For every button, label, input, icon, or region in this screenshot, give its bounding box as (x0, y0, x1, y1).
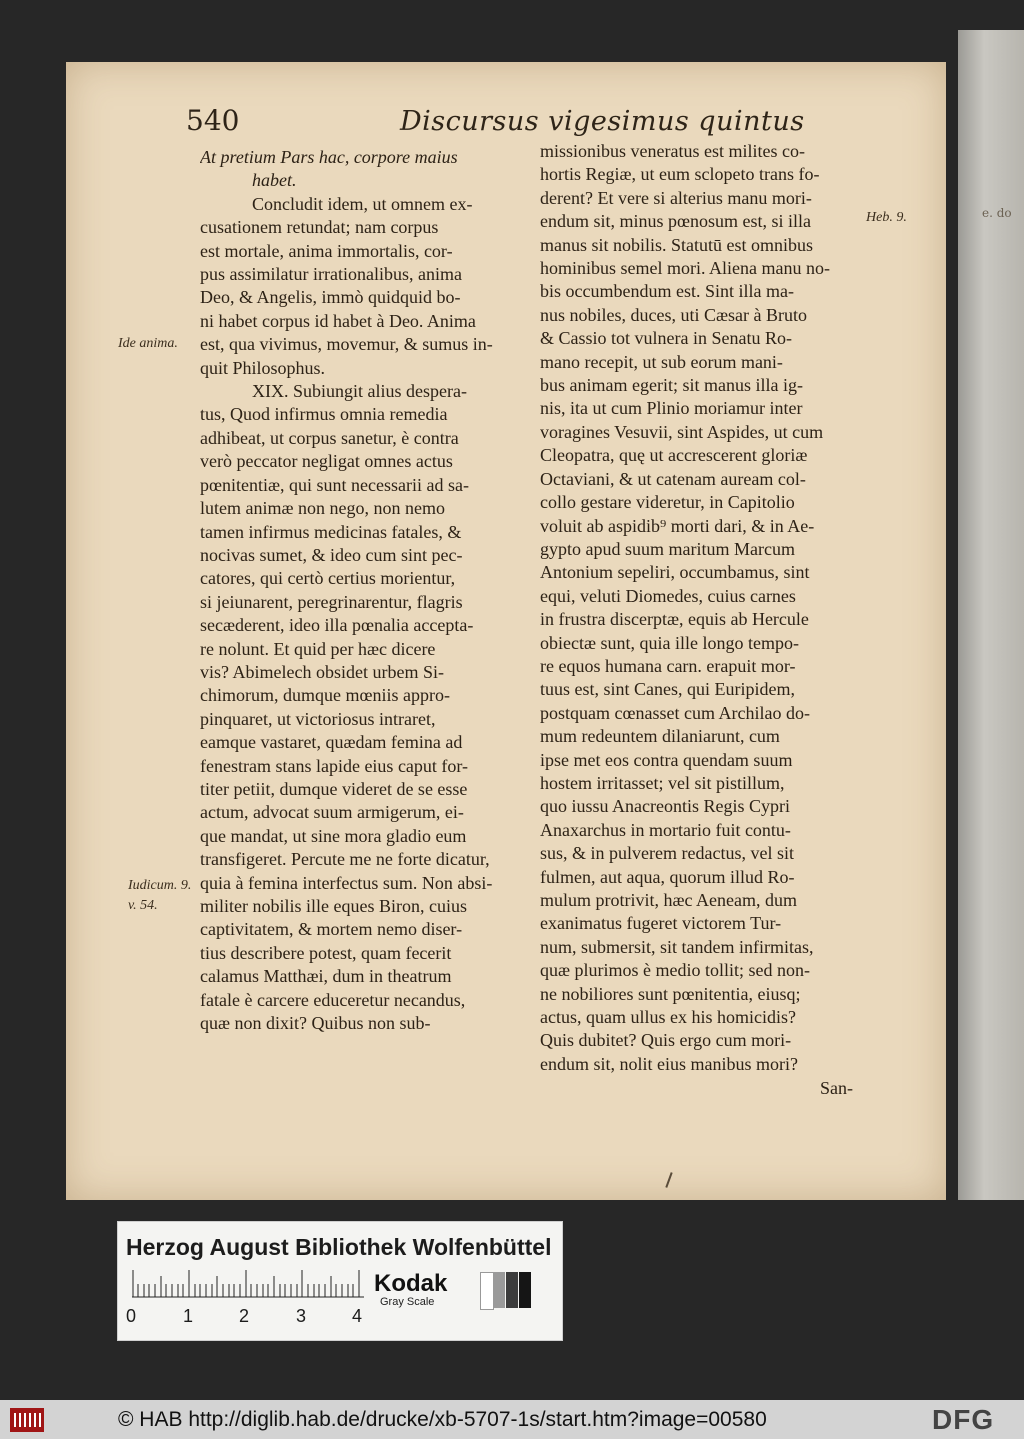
text-line: eamque vastaret, quædam femina ad (200, 732, 463, 753)
catchword: San- (820, 1078, 853, 1098)
text-line: ne nobiliores sunt pœnitentia, eiusq; (540, 983, 801, 1004)
dfg-logo: DFG (932, 1404, 995, 1435)
text-line: bus animam egerit; sit manus illa ig- (540, 375, 803, 396)
text-line: chimorum, dumque mœniis appro- (200, 685, 450, 706)
copyright-url[interactable]: © HAB http://diglib.hab.de/drucke/xb-5707-1s/start.htm?image=00580 (118, 1408, 767, 1431)
hab-logo-icon (10, 1408, 44, 1432)
text-line: obiectæ sunt, quia ille longo tempo- (540, 632, 799, 653)
ruler-number: 2 (239, 1306, 250, 1326)
text-line: ipse met eos contra quendam suum (540, 749, 793, 770)
page-header (186, 104, 886, 144)
text-line: Concludit idem, ut omnem ex- (252, 193, 473, 214)
card-title: Herzog August Bibliothek Wolfenbüttel (126, 1234, 552, 1260)
text-line: captivitatem, & mortem nemo diser- (200, 919, 463, 940)
text-line: transfigeret. Percute me ne forte dicatur, (200, 849, 490, 870)
text-line: habet. (252, 170, 297, 191)
text-line: derent? Et vere si alterius manu mori- (540, 187, 812, 208)
text-line: Octaviani, & ut catenam auream col- (540, 468, 806, 489)
text-line: postquam cœnasset cum Archilao do- (540, 702, 810, 723)
text-line: manus sit nobilis. Statutū est omnibus (540, 234, 814, 255)
ruler-numbers (126, 1306, 366, 1328)
text-line: est, qua vivimus, movemur, & sumus in- (200, 334, 493, 355)
margin-note-heb: Heb. 9. (866, 210, 907, 225)
text-line: ni habet corpus id habet à Deo. Anima (200, 310, 476, 331)
text-line: pus assimilatur irrationalibus, anima (200, 264, 462, 285)
ruler-scale (132, 1270, 366, 1298)
text-line: lutem animæ non nego, non nemo (200, 498, 445, 519)
adjacent-page-note: e. do (982, 206, 1012, 220)
text-line: At pretium Pars hac, corpore maius (200, 147, 458, 167)
text-line: fatale è carcere educeretur necandus, (200, 989, 466, 1010)
gray-swatch-white (480, 1272, 494, 1310)
text-line: calamus Matthæi, dum in theatrum (200, 966, 452, 987)
text-line: que mandat, ut sine mora gladio eum (200, 825, 467, 846)
text-line: re equos humana carn. erapuit mor- (540, 655, 796, 676)
text-line: endum sit, nolit eius manibus mori? (540, 1053, 798, 1074)
text-line: missionibus veneratus est milites co- (540, 141, 805, 161)
gray-swatch-mid (493, 1272, 505, 1308)
text-line: Antonium sepeliri, occumbamus, sint (540, 562, 810, 583)
running-title: Discursus vigesimus quintus (400, 106, 805, 137)
text-line: Quis dubitet? Quis ergo cum mori- (540, 1030, 792, 1051)
text-line: militer nobilis ille eques Biron, cuius (200, 896, 467, 916)
text-line: cusationem retundat; nam corpus (200, 217, 439, 238)
text-line: gypto apud suum maritum Marcum (540, 538, 795, 559)
text-line: XIX. Subiungit alius despera- (252, 381, 467, 402)
left-text-column (200, 146, 530, 1035)
text-line: secæderent, ideo illa pœnalia accepta- (200, 615, 474, 636)
text-line: verò peccator negligat omnes actus (200, 451, 453, 472)
text-line: & Cassio tot vulnera in Senatu Ro- (540, 328, 792, 349)
text-line: in frustra discerptæ, equis ab Hercule (540, 609, 809, 630)
viewer-footer (0, 1400, 1024, 1439)
text-line: quit Philosophus. (200, 357, 326, 378)
text-line: nocivas sumet, & ideo cum sint pec- (200, 544, 463, 565)
text-line: collo gestare videretur, in Capitolio (540, 492, 795, 513)
text-line: hominibus semel mori. Aliena manu no- (540, 258, 830, 279)
text-line: hortis Regiæ, ut eum sclopeto trans fo- (540, 164, 820, 185)
ruler-number: 3 (296, 1306, 307, 1326)
text-line: actus, quam ullus ex his homicidis? (540, 1007, 796, 1028)
text-line: vis? Abimelech obsidet urbem Si- (200, 661, 444, 682)
text-line: tus, Quod infirmus omnia remedia (200, 404, 448, 425)
text-line: adhibeat, ut corpus sanetur, è contra (200, 427, 459, 448)
gray-swatch-dark (506, 1272, 518, 1308)
text-line: re nolunt. Et quid per hæc dicere (200, 638, 436, 659)
margin-note-ide-anima: Ide anima. (118, 336, 178, 351)
text-line: bis occumbendum est. Sint illa ma- (540, 281, 794, 302)
text-line: Cleopatra, quę ut accrescerent gloriæ (540, 445, 808, 466)
kodak-logo-text: Kodak (374, 1270, 448, 1297)
text-line: actum, advocat suum armigerum, ei- (200, 802, 464, 823)
text-line: mano recepit, ut sub eorum mani- (540, 351, 783, 372)
text-line: quia à femina interfectus sum. Non absi- (200, 872, 493, 893)
page-number: 540 (186, 104, 240, 137)
text-line: hostem irritasset; vel sit pistillum, (540, 772, 785, 793)
text-line: quæ non dixit? Quibus non sub- (200, 1013, 431, 1034)
right-text-column (540, 140, 880, 1076)
text-line: Anaxarchus in mortario fuit contu- (540, 819, 791, 840)
text-line: nis, ita ut cum Plinio moriamur inter (540, 398, 803, 419)
ruler-number: 4 (352, 1306, 363, 1326)
text-line: si jeiunarent, peregrinarentur, flagris (200, 591, 463, 612)
text-line: mum redeuntem dilaniarunt, cum (540, 726, 780, 747)
text-line: endum sit, minus pœnosum est, si illa (540, 211, 812, 232)
text-line: quæ plurimos è medio tollit; sed non- (540, 960, 810, 981)
margin-note-judicum: Iudicum. 9. (128, 878, 192, 893)
text-line: quo iussu Anacreontis Regis Cypri (540, 796, 790, 817)
text-line: voragines Vesuvii, sint Aspides, ut cum (540, 421, 824, 442)
text-line: fenestram stans lapide eius caput for- (200, 755, 469, 776)
text-line: mulum protrivit, hæc Aeneam, dum (540, 890, 797, 910)
text-line: catores, qui certò certius morientur, (200, 568, 456, 589)
text-line: pinquaret, ut victoriosus intraret, (200, 708, 436, 729)
ruler-number: 1 (183, 1306, 194, 1326)
text-line: tamen infirmus medicinas fatales, & (200, 521, 462, 542)
text-line: tius describere potest, quam fecerit (200, 942, 452, 963)
text-line: sus, & in pulverem redactus, vel sit (540, 843, 794, 864)
text-line: tuus est, sint Canes, qui Euripidem, (540, 679, 795, 700)
text-line: fulmen, aut aqua, quorum illud Ro- (540, 866, 795, 887)
text-line: est mortale, anima immortalis, cor- (200, 240, 453, 261)
gray-swatch-black (519, 1272, 531, 1308)
text-line: titer petiit, dumque videret de se esse (200, 778, 468, 799)
text-line: nus nobiles, duces, uti Cæsar à Bruto (540, 304, 807, 325)
text-line: voluit ab aspidib⁹ morti dari, & in Ae- (540, 515, 815, 536)
margin-note-verse: v. 54. (128, 898, 158, 913)
color-reference-card (117, 1221, 563, 1341)
text-line: pœnitentiæ, qui sunt necessarii ad sa- (200, 474, 469, 495)
text-line: equi, veluti Diomedes, cuius carnes (540, 585, 796, 606)
text-line: exanimatus fugeret victorem Tur- (540, 913, 782, 934)
text-line: Deo, & Angelis, immò quidquid bo- (200, 287, 461, 308)
ruler-number: 0 (126, 1306, 137, 1326)
gray-scale-label: Gray Scale (380, 1296, 435, 1308)
text-line: num, submersit, sit tandem infirmitas, (540, 936, 814, 957)
